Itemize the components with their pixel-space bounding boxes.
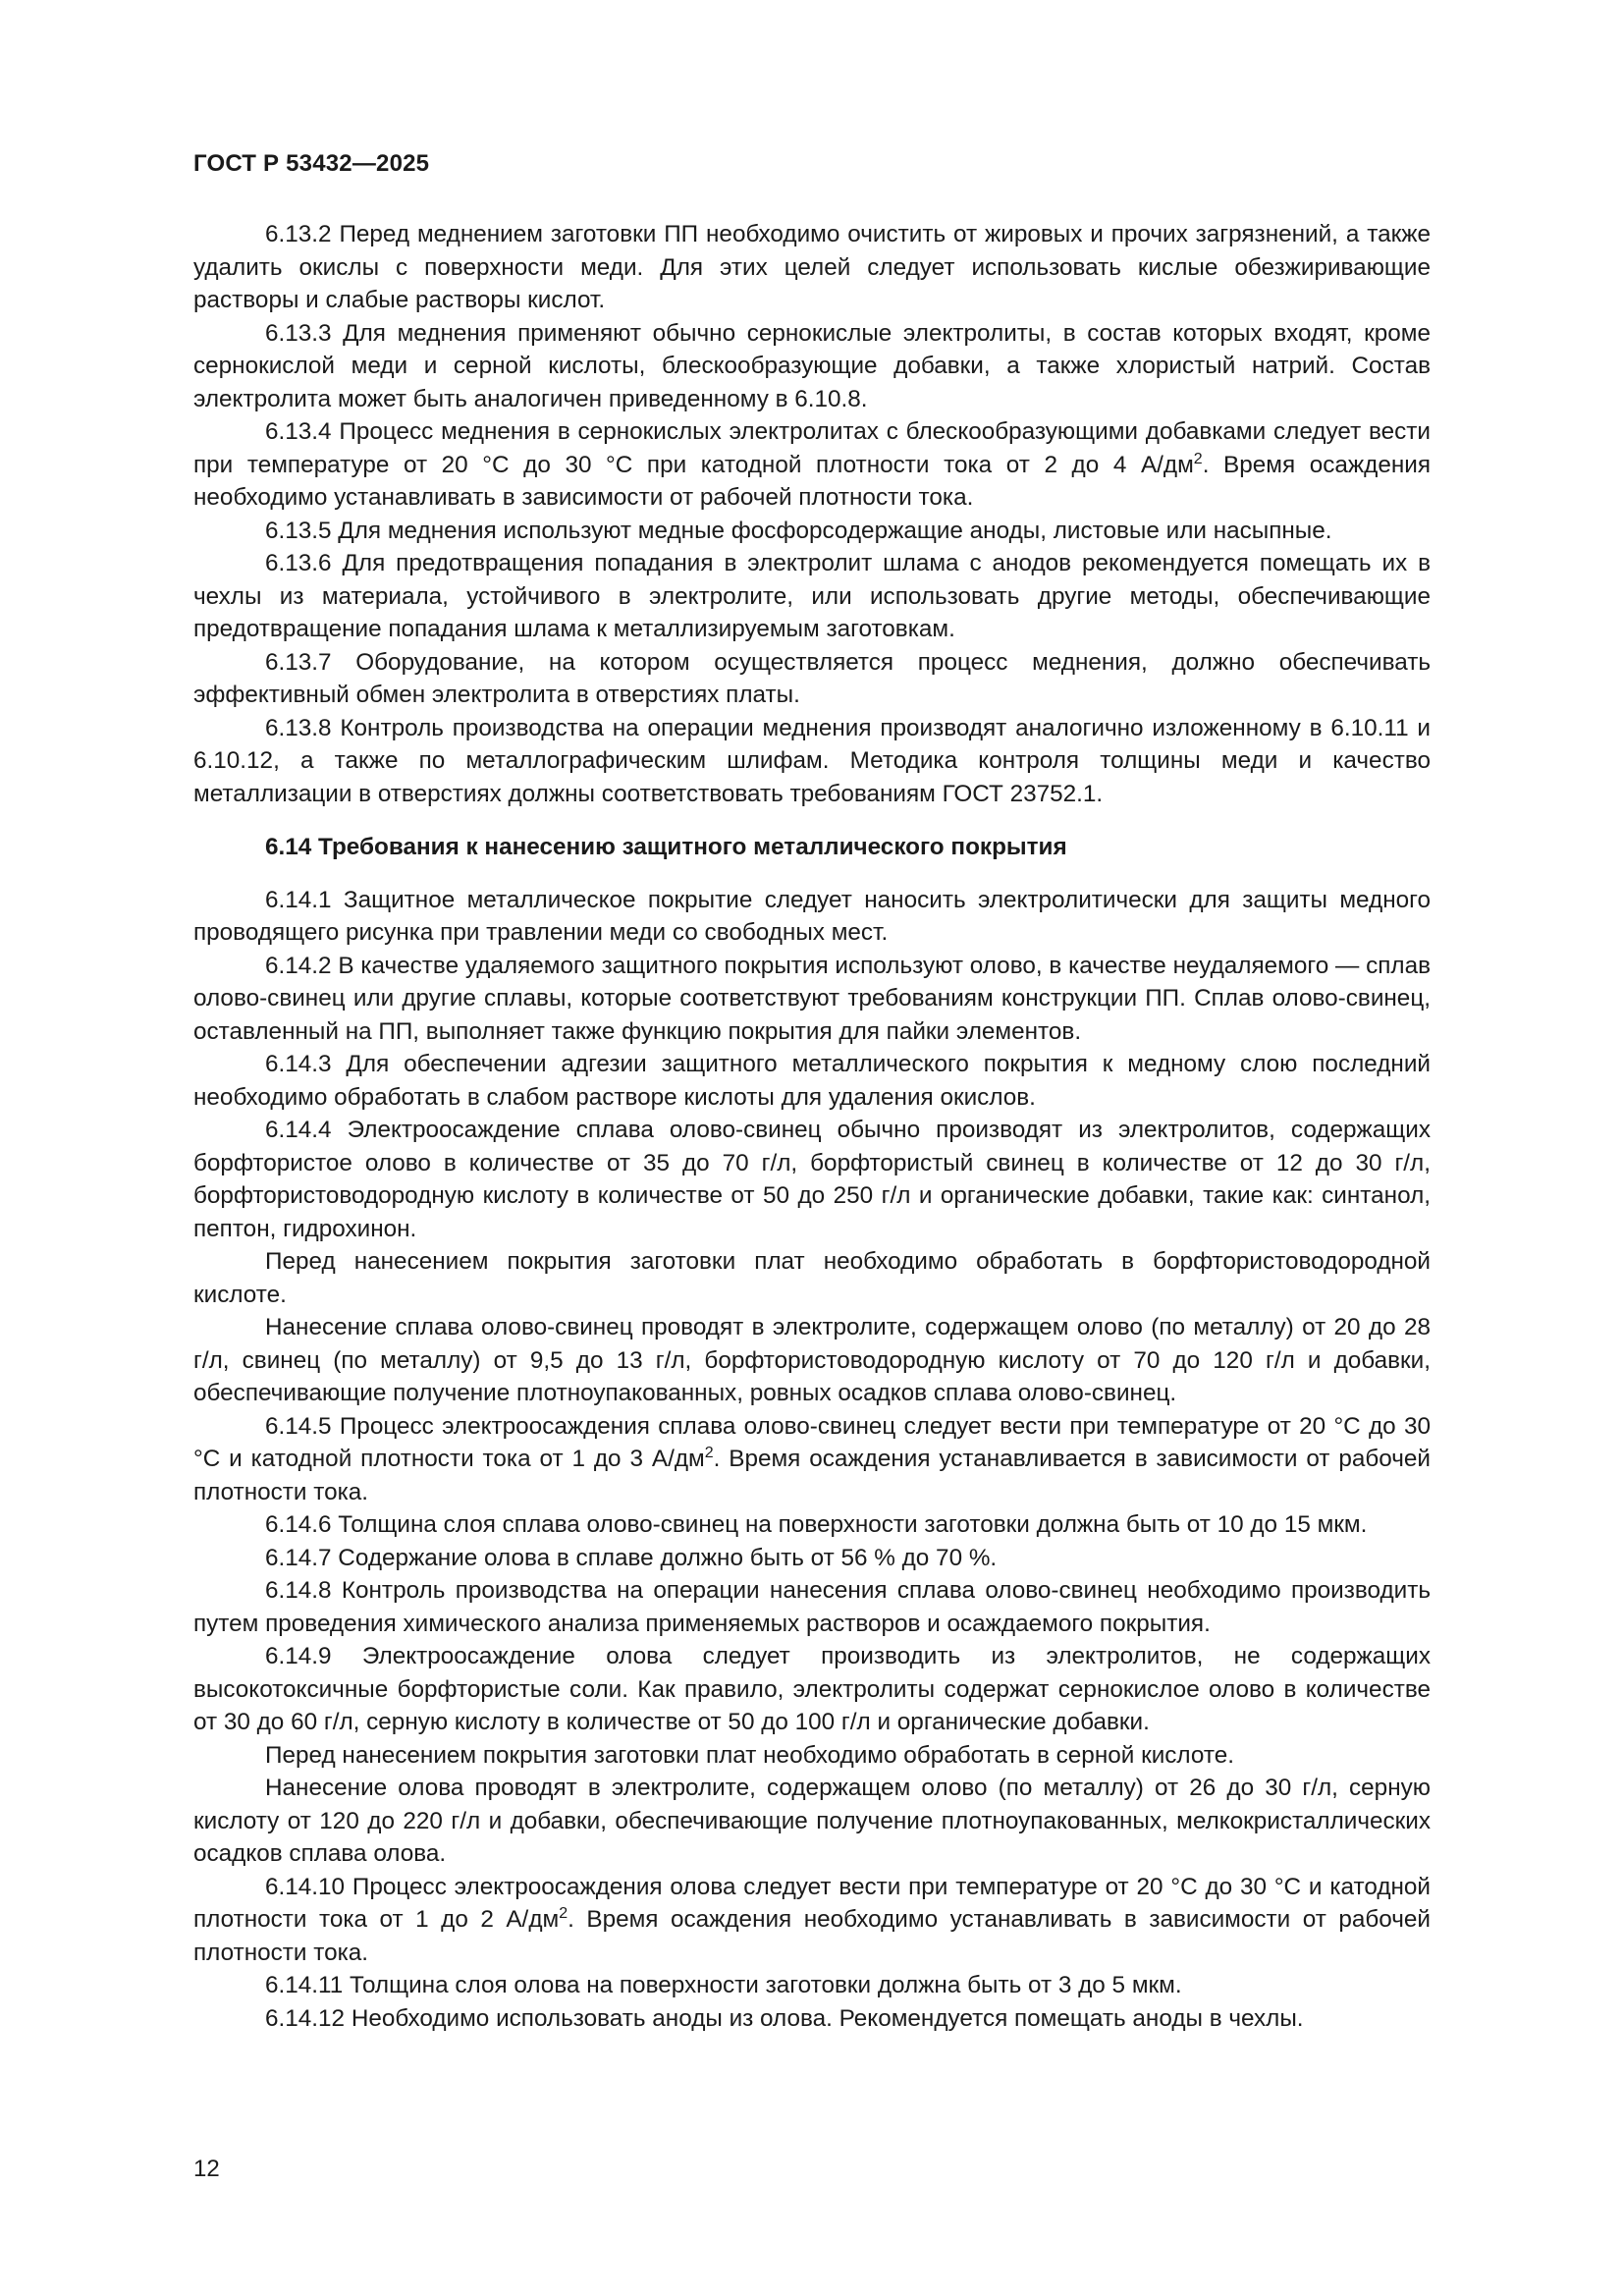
- superscript: 2: [1193, 450, 1203, 467]
- paragraph-text: . Время осаждения необходимо устанавливать в зависимости от рабочей плотности тока.: [193, 1906, 1432, 1966]
- paragraph: Перед нанесением покрытия заготовки плат необходимо обработать в серной кислоте.: [265, 1741, 1234, 1769]
- section-heading: 6.14 Требования к нанесению защитного металлического покрытия: [265, 834, 1067, 860]
- paragraph: 6.14.3 Для обеспечении адгезии защитного металлического покрытия к медному слою последний необходимо обработать в слабом растворе кислоты для удаления окислов.: [193, 1051, 1431, 1111]
- superscript: 2: [559, 1904, 568, 1922]
- section-6-13-paragraphs: [193, 218, 1431, 810]
- paragraph: Нанесение сплава олово-свинец проводят в электролите, содержащем олово (по металлу) от 20 до 28 г/л, свинец (по металлу) от 9,5 до 13 г/л, борфтористоводородную кислоту от 70 до 120 г/л и добавки, обеспечивающие получение плотноупакованных, ровных осадков сплава олово-свинец.: [193, 1314, 1431, 1406]
- paragraph-text: 6.14.10 Процесс электроосаждения олова следует вести при температуре от 20 °С до 30 °С и катодной плотности тока от 1 до 2 А/дм: [193, 1873, 1431, 1933]
- paragraph: 6.14.4 Электроосаждение сплава олово-свинец обычно производят из электролитов, содержащих борфтористое олово в количестве от 35 до 70 г/л, борфтористый свинец в количестве от 12 до 30 г/л, борфтористоводородную кислоту в количестве от 50 до 250 г/л и органические добавки, такие как: синтанол, пептон, гидрохинон.: [193, 1117, 1431, 1242]
- paragraph-text: 6.13.4 Процесс меднения в сернокислых электролитах с блескообразующими добавками следует вести при температуре от 20 °С до 30 °С при катодной плотности тока от 2 до 4 А/дм: [193, 418, 1431, 478]
- paragraph-text: . Время осаждения необходимо устанавливать в зависимости от рабочей плотности тока.: [193, 451, 1432, 511]
- paragraph: [193, 1871, 1431, 1970]
- paragraph: 6.13.3 Для меднения применяют обычно сернокислые электролиты, в состав которых входят, кроме сернокислой меди и серной кислоты, блескообразующие добавки, а также хлористый натрий. Состав электролита может быть аналогичен приведенному в 6.10.8.: [193, 319, 1431, 412]
- paragraph: 6.13.5 Для меднения используют медные фосфорсодержащие аноды, листовые или насыпные.: [265, 517, 1332, 544]
- paragraph: 6.14.1 Защитное металлическое покрытие следует наносить электролитически для защиты медного проводящего рисунка при травлении меди со свободных мест.: [193, 886, 1431, 946]
- document-header: ГОСТ Р 53432—2025: [193, 150, 430, 177]
- paragraph: Перед нанесением покрытия заготовки плат необходимо обработать в борфтористоводородной кислоте.: [193, 1248, 1431, 1308]
- paragraph: 6.13.8 Контроль производства на операции меднения производят аналогично изложенному в 6.10.11 и 6.10.12, а также по металлографическим шлифам. Методика контроля толщины меди и качество металлизации в отверстиях должны соответствовать требованиям ГОСТ 23752.1.: [193, 714, 1431, 807]
- section-6-14-paragraphs: [193, 884, 1431, 2036]
- paragraph: 6.13.6 Для предотвращения попадания в электролит шлама с анодов рекомендуется помещать их в чехлы из материала, устойчивого в электролите, или использовать другие методы, обеспечивающие предотвращение попадания шлама к металлизируемым заготовкам.: [193, 550, 1431, 642]
- paragraph: 6.13.7 Оборудование, на котором осуществляется процесс меднения, должно обеспечивать эффективный обмен электролита в отверстиях платы.: [193, 648, 1431, 708]
- paragraph-text: . Время осаждения устанавливается в зависимости от рабочей плотности тока.: [193, 1446, 1431, 1505]
- paragraph: 6.14.8 Контроль производства на операции нанесения сплава олово-свинец необходимо производить путем проведения химического анализа применяемых растворов и осаждаемого покрытия.: [193, 1577, 1431, 1637]
- paragraph: [193, 1410, 1431, 1509]
- paragraph: Нанесение олова проводят в электролите, содержащем олово (по металлу) от 26 до 30 г/л, серную кислоту от 120 до 220 г/л и добавки, обеспечивающие получение плотноупакованных, мелкокристаллических осадков сплава олова.: [193, 1775, 1431, 1867]
- superscript: 2: [704, 1444, 714, 1461]
- paragraph: [193, 415, 1431, 515]
- paragraph: 6.14.12 Необходимо использовать аноды из олова. Рекомендуется помещать аноды в чехлы.: [265, 2004, 1304, 2032]
- page-content: [193, 218, 1431, 2035]
- paragraph: 6.14.11 Толщина слоя олова на поверхности заготовки должна быть от 3 до 5 мкм.: [265, 1972, 1182, 1998]
- paragraph: 6.14.2 В качестве удаляемого защитного покрытия используют олово, в качестве неудаляемого — сплав олово-свинец или другие сплавы, которые соответствуют требованиям конструкции ПП. Сплав олово-свинец, оставленный на ПП, выполняет также функцию покрытия для пайки элементов.: [193, 952, 1431, 1045]
- page-number: 12: [193, 2156, 220, 2182]
- paragraph-text: 6.14.5 Процесс электроосаждения сплава олово-свинец следует вести при температуре от 20 °С до 30 °С и катодной плотности тока от 1 до 3 А/дм: [193, 1412, 1431, 1472]
- paragraph: 6.13.2 Перед меднением заготовки ПП необходимо очистить от жировых и прочих загрязнений, а также удалить окислы с поверхности меди. Для этих целей следует использовать кислые обезжиривающие растворы и слабые растворы кислот.: [193, 221, 1431, 313]
- paragraph: 6.14.7 Содержание олова в сплаве должно быть от 56 % до 70 %.: [265, 1544, 998, 1571]
- paragraph: 6.14.9 Электроосаждение олова следует производить из электролитов, не содержащих высокотоксичные борфтористые соли. Как правило, электролиты содержат сернокислое олово в количестве от 30 до 60 г/л, серную кислоту в количестве от 50 до 100 г/л и органические добавки.: [193, 1643, 1431, 1735]
- paragraph: 6.14.6 Толщина слоя сплава олово-свинец на поверхности заготовки должна быть от 10 до 15 мкм.: [265, 1511, 1368, 1538]
